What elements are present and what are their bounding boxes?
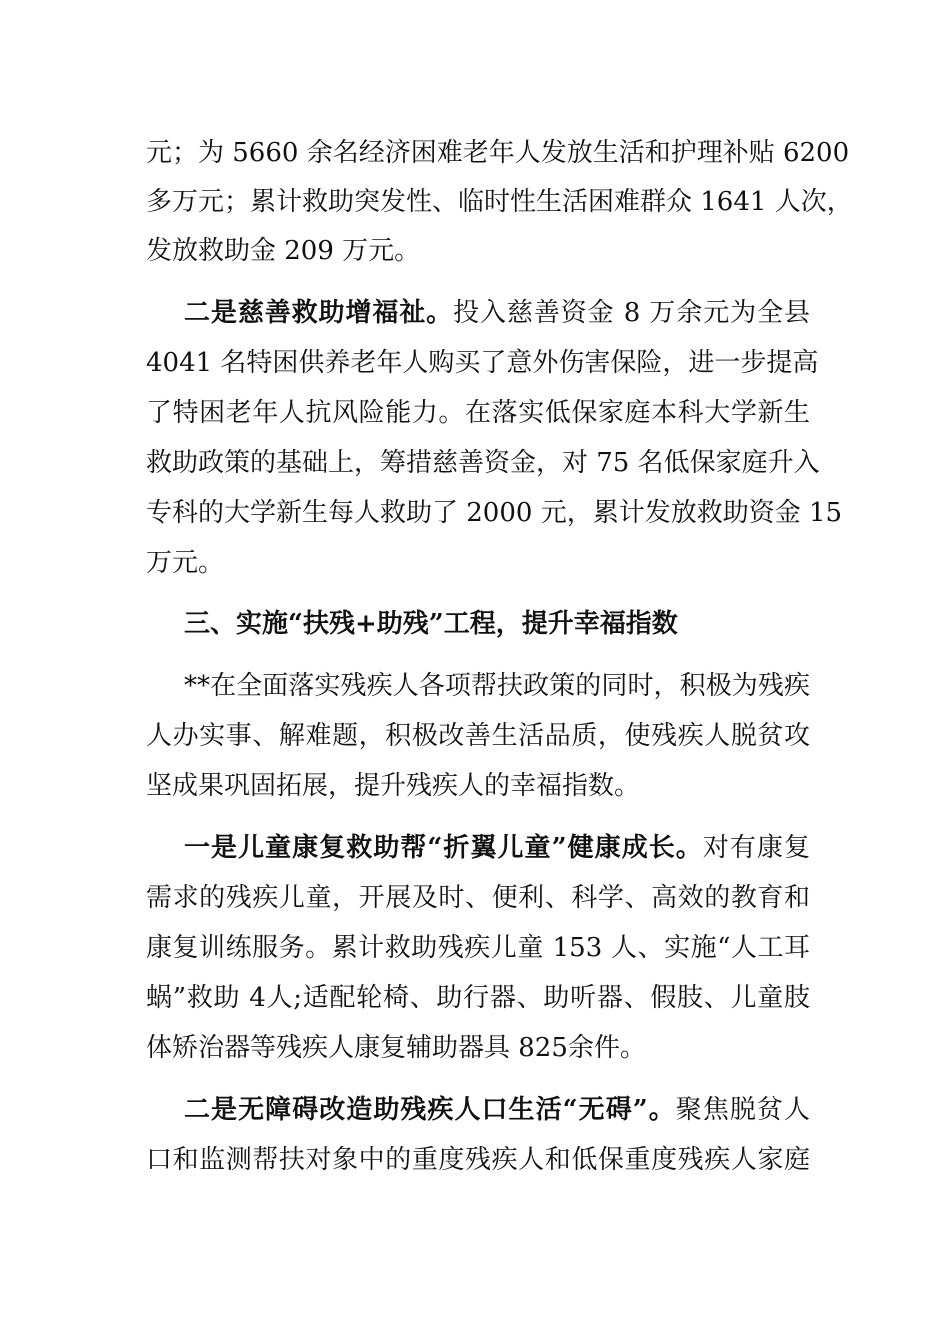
text-line: 4041 名特困供养老年人购买了意外伤害保险，进一步提高 (146, 348, 819, 378)
paragraph-text: 对有康复 (702, 833, 810, 863)
text-line: 元；为 5660 余名经济困难老年人发放生活和护理补贴 6200 (146, 138, 850, 168)
paragraph-text: 投入慈善资金 8 万余元为全县 (453, 298, 810, 328)
text-line: **在全面落实残疾人各项帮扶政策的同时，积极为残疾 (184, 671, 810, 701)
text-line: 了特困老年人抗风险能力。在落实低保家庭本科大学新生 (146, 398, 810, 428)
paragraph-first-line (184, 289, 810, 337)
text-line: 坚成果巩固拓展，提升残疾人的幸福指数。 (146, 771, 641, 801)
paragraph-first-line (184, 1086, 810, 1134)
text-line: 口和监测帮扶对象中的重度残疾人和低保重度残疾人家庭 (146, 1145, 810, 1175)
section-heading: 三、实施“扶残+助残”工程，提升幸福指数 (184, 609, 678, 639)
text-line: 发放救助金 209 万元。 (146, 236, 421, 266)
paragraph-first-line (184, 824, 810, 872)
paragraph-lead: 二是无障碍改造助残疾人口生活“无碍”。 (184, 1095, 676, 1125)
paragraph-lead: 一是儿童康复救助帮“折翼儿童”健康成长。 (184, 833, 703, 863)
text-line: 蜗”救助 4人;适配轮椅、助行器、助听器、假肢、儿童肢 (146, 983, 810, 1013)
text-line: 万元。 (146, 548, 225, 578)
paragraph-text: 聚焦脱贫人 (675, 1095, 810, 1125)
text-line: 救助政策的基础上，筹措慈善资金，对 75 名低保家庭升入 (146, 448, 820, 478)
text-line: 体矫治器等残疾人康复辅助器具 825余件。 (146, 1033, 646, 1063)
text-line: 人办实事、解难题，积极改善生活品质，使残疾人脱贫攻 (146, 721, 810, 751)
text-line: 专科的大学新生每人救助了 2000 元，累计发放救助资金 15 (146, 498, 843, 528)
paragraph-lead: 二是慈善救助增福祉。 (184, 298, 454, 328)
text-line: 多万元；累计救助突发性、临时性生活困难群众 1641 人次， (146, 187, 853, 217)
text-line: 需求的残疾儿童，开展及时、便利、科学、高效的教育和 (146, 883, 810, 913)
text-line: 康复训练服务。累计救助残疾儿童 153 人、实施“人工耳 (146, 933, 810, 963)
